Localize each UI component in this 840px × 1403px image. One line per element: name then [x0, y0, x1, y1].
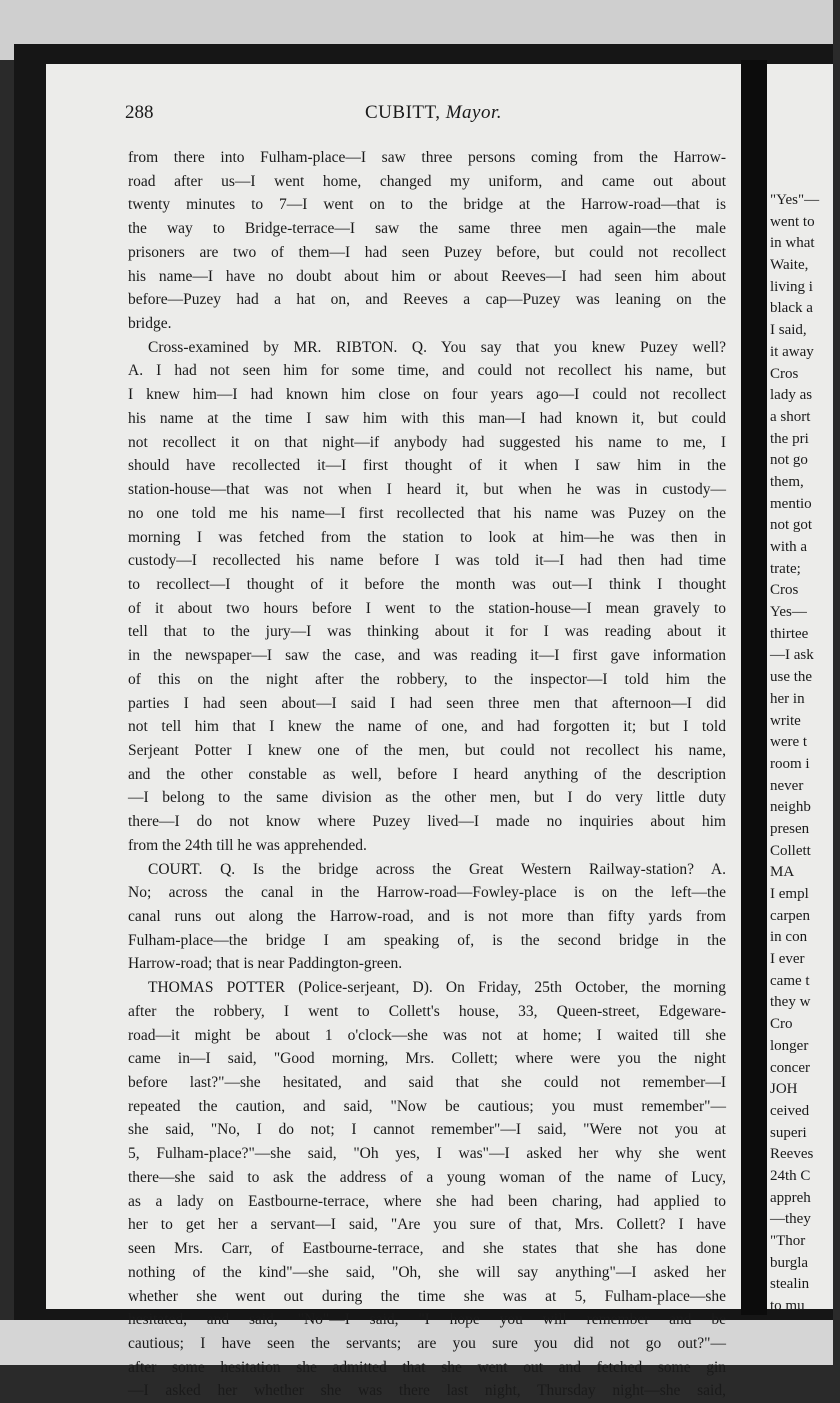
- right-page-line: in con: [770, 929, 808, 946]
- text-line: should have recollected it—I first thought of it when I saw him in the: [128, 457, 726, 475]
- right-page-line: carpen: [770, 907, 810, 924]
- right-page-line: mentio: [770, 495, 812, 512]
- testimony-text: [128, 146, 726, 1403]
- right-page-line: I empl: [770, 886, 809, 902]
- text-line: and the other constable as well, before I heard anything of the description: [128, 765, 726, 783]
- text-line: there—I do not know where Puzey lived—I made no inquiries about him: [128, 813, 726, 831]
- right-page-line: burgla: [770, 1254, 809, 1271]
- text-line: Cross-examined by MR. RIBTON. Q. You say that you knew Puzey well?: [148, 338, 726, 356]
- text-line: came in—I said, "Good morning, Mrs. Collett; where were you the night: [128, 1050, 726, 1068]
- text-line: not recollect it on that night—if anybody had suggested his name to me, I: [128, 433, 726, 451]
- right-page-text: [770, 190, 840, 1339]
- right-page-line: not got: [770, 517, 813, 534]
- right-page-line: I said,: [770, 322, 807, 339]
- right-page-line: longer: [770, 1037, 809, 1054]
- right-page-line: "Thor: [770, 1233, 806, 1249]
- right-page-line: went to: [770, 213, 815, 230]
- text-line: the way to Bridge-terrace—I saw the same three men again—the male: [128, 220, 726, 238]
- right-page-line: —they: [770, 1211, 811, 1228]
- right-page-edge: [767, 64, 833, 1315]
- text-line: as a lady on Eastbourne-terrace, where she had been charing, had applied to: [128, 1192, 726, 1210]
- text-line: canal runs out along the Harrow-road, and is not more than fifty yards from: [128, 908, 726, 925]
- text-line: his name at the time I saw him with this man—I had known it, but could: [128, 409, 726, 427]
- text-line: there—she said to ask the address of a young woman of the name of Lucy,: [128, 1168, 726, 1186]
- text-line: after some hesitation she admitted that she went out and fetched some gin: [128, 1358, 726, 1376]
- right-page-line: to mu: [770, 1298, 805, 1315]
- text-line: of this on the night after the robbery, to the inspector—I told him the: [128, 670, 726, 688]
- right-page-line: write: [770, 712, 801, 729]
- right-page-line: them,: [770, 473, 804, 490]
- text-line: A. I had not seen him for some time, and could not recollect his name, but: [128, 362, 726, 380]
- right-page-line: came t: [770, 972, 810, 989]
- right-page-line: Collett: [770, 842, 811, 859]
- right-page-line: Cros: [770, 365, 799, 382]
- text-line: her to get her a servant—I said, "Are you sure of that, Mrs. Collett? I have: [128, 1216, 726, 1234]
- text-line: of it about two hours before I went to the station-house—I mean gravely to: [128, 599, 726, 617]
- right-page-line: trate;: [770, 560, 801, 577]
- text-line: road—it might be about 1 o'clock—she was not at home; I waited till she: [128, 1026, 726, 1044]
- right-page-line: use the: [770, 669, 813, 686]
- text-line: road after us—I went home, changed my uniform, and came out about: [128, 172, 726, 190]
- running-title-office: Mayor.: [445, 102, 503, 123]
- right-page-line: stealin: [770, 1276, 810, 1293]
- text-line: cautious; I have seen the servants; are you sure you did not go out?"—: [128, 1334, 726, 1352]
- text-line: —I asked her whether she was there last night, Thursday night—she said,: [128, 1382, 726, 1400]
- right-page-line: superi: [770, 1124, 807, 1141]
- text-line: from the 24th till he was apprehended.: [128, 836, 367, 854]
- right-page-line: ceived: [770, 1102, 810, 1119]
- page-number: 288: [125, 102, 154, 123]
- right-page-line: the pri: [770, 430, 809, 447]
- right-page-line: 24th C: [770, 1167, 811, 1184]
- right-page-line: in what: [770, 235, 815, 252]
- right-page-line: lady as: [770, 387, 813, 404]
- text-line: repeated the caution, and said, "Now be cautious; you must remember"—: [128, 1097, 726, 1115]
- running-title-name: CUBITT,: [365, 102, 441, 123]
- text-line: in the newspaper—I saw the case, and was reading it—I first gave information: [128, 647, 726, 665]
- text-line: to recollect—I thought of it before the month was out—I think I thought: [128, 575, 726, 593]
- text-line: twenty minutes to 7—I went on to the bridge at the Harrow-road—that is: [128, 196, 726, 214]
- text-line: tell that to the jury—I was thinking about it for I was reading about it: [128, 623, 726, 641]
- text-line: I knew him—I had known him close on four years ago—I could not recollect: [128, 386, 726, 404]
- text-line: —I belong to the same division as the other men, but I do very little duty: [128, 789, 726, 807]
- right-page-line: a short: [770, 408, 811, 425]
- text-line: 5, Fulham-place?"—she said, "Oh yes, I was"—I asked her why she went: [128, 1145, 726, 1163]
- right-page-line: MA: [770, 864, 795, 881]
- text-line: whether she went out during the time she was at 5, Fulham-place—she: [128, 1287, 726, 1305]
- text-line: prisoners are two of them—I had seen Puzey before, but could not recollect: [128, 243, 726, 261]
- right-page-line: room i: [770, 755, 810, 772]
- right-page-line: were t: [770, 734, 808, 751]
- right-page-line: presen: [770, 820, 810, 837]
- text-line: parties I had seen about—I said I had seen three men that afternoon—I did: [128, 694, 726, 712]
- text-line: before—Puzey had a hat on, and Reeves a cap—Puzey was leaning on the: [128, 291, 726, 309]
- right-page-line: Yes—: [770, 604, 807, 621]
- text-line: after the robbery, I went to Collett's house, 33, Queen-street, Edgeware-: [128, 1002, 726, 1020]
- text-line: nothing of the kind"—she said, "Oh, she will say anything"—I asked her: [128, 1263, 726, 1281]
- text-line: No; across the canal in the Harrow-road—Fowley-place is on the left—the: [128, 884, 726, 902]
- text-line: hesitated, and said, "No"—I said, "I hope you will remember and be: [128, 1311, 726, 1329]
- right-page-line: not go: [770, 452, 808, 469]
- right-page-line: black a: [770, 300, 813, 317]
- right-page-line: living i: [770, 278, 813, 295]
- right-page-line: never: [770, 777, 804, 794]
- right-page-line: Waite,: [770, 257, 809, 274]
- text-line: not tell him that I knew the name of one, and had forgotten it; but I told: [128, 718, 726, 736]
- right-page-line: Reeves: [770, 1146, 814, 1163]
- text-line: she said, "No, I do not; I cannot remember"—I said, "Were not you at: [128, 1121, 726, 1139]
- right-page-line: appreh: [770, 1189, 811, 1206]
- text-line: morning I was fetched from the station to look at him—he was then in: [128, 528, 726, 546]
- right-page-line: neighb: [770, 799, 811, 816]
- right-page-line: it away: [770, 343, 814, 360]
- text-line: custody—I recollected his name before I was told it—I had then had time: [128, 552, 726, 570]
- page-gutter: [741, 60, 767, 1315]
- right-page-line: —I ask: [770, 647, 814, 664]
- right-page-line: her in: [770, 690, 805, 707]
- running-title: [365, 102, 502, 124]
- text-line: bridge.: [128, 315, 172, 333]
- right-page-line: Cro: [770, 1016, 793, 1033]
- text-line: seen Mrs. Carr, of Eastbourne-terrace, and she states that she has done: [128, 1240, 726, 1258]
- right-page-line: JOH: [770, 1081, 798, 1098]
- text-line: station-house—that was not when I heard it, but when he was in custody—: [128, 481, 726, 499]
- text-line: his name—I have no doubt about him or about Reeves—I had seen him about: [128, 267, 726, 285]
- text-line: no one told me his name—I first recollected that his name was Puzey on the: [128, 504, 726, 522]
- right-page-line: concer: [770, 1059, 810, 1076]
- text-line: Serjeant Potter I knew one of the men, but could not recollect his name,: [128, 741, 726, 759]
- text-line: before last?"—she hesitated, and said that she could not remember—I: [128, 1074, 726, 1092]
- right-page-line: with a: [770, 539, 808, 555]
- text-line: Harrow-road; that is near Paddington-green.: [128, 955, 403, 973]
- text-line: from there into Fulham-place—I saw three persons coming from the Harrow-: [128, 149, 726, 166]
- text-line: Fulham-place—the bridge I am speaking of, is the second bridge in the: [128, 931, 726, 949]
- right-page-line: I ever: [770, 951, 805, 968]
- right-page-line: Cros: [770, 582, 799, 599]
- running-head: [125, 102, 735, 128]
- right-page-line: "Yes"—: [770, 192, 820, 208]
- text-line: THOMAS POTTER (Police-serjeant, D). On Friday, 25th October, the morning: [148, 979, 726, 997]
- right-page-line: thirtee: [770, 625, 809, 642]
- text-line: COURT. Q. Is the bridge across the Great Western Railway-station? A.: [148, 860, 726, 878]
- right-page-line: they w: [770, 994, 811, 1011]
